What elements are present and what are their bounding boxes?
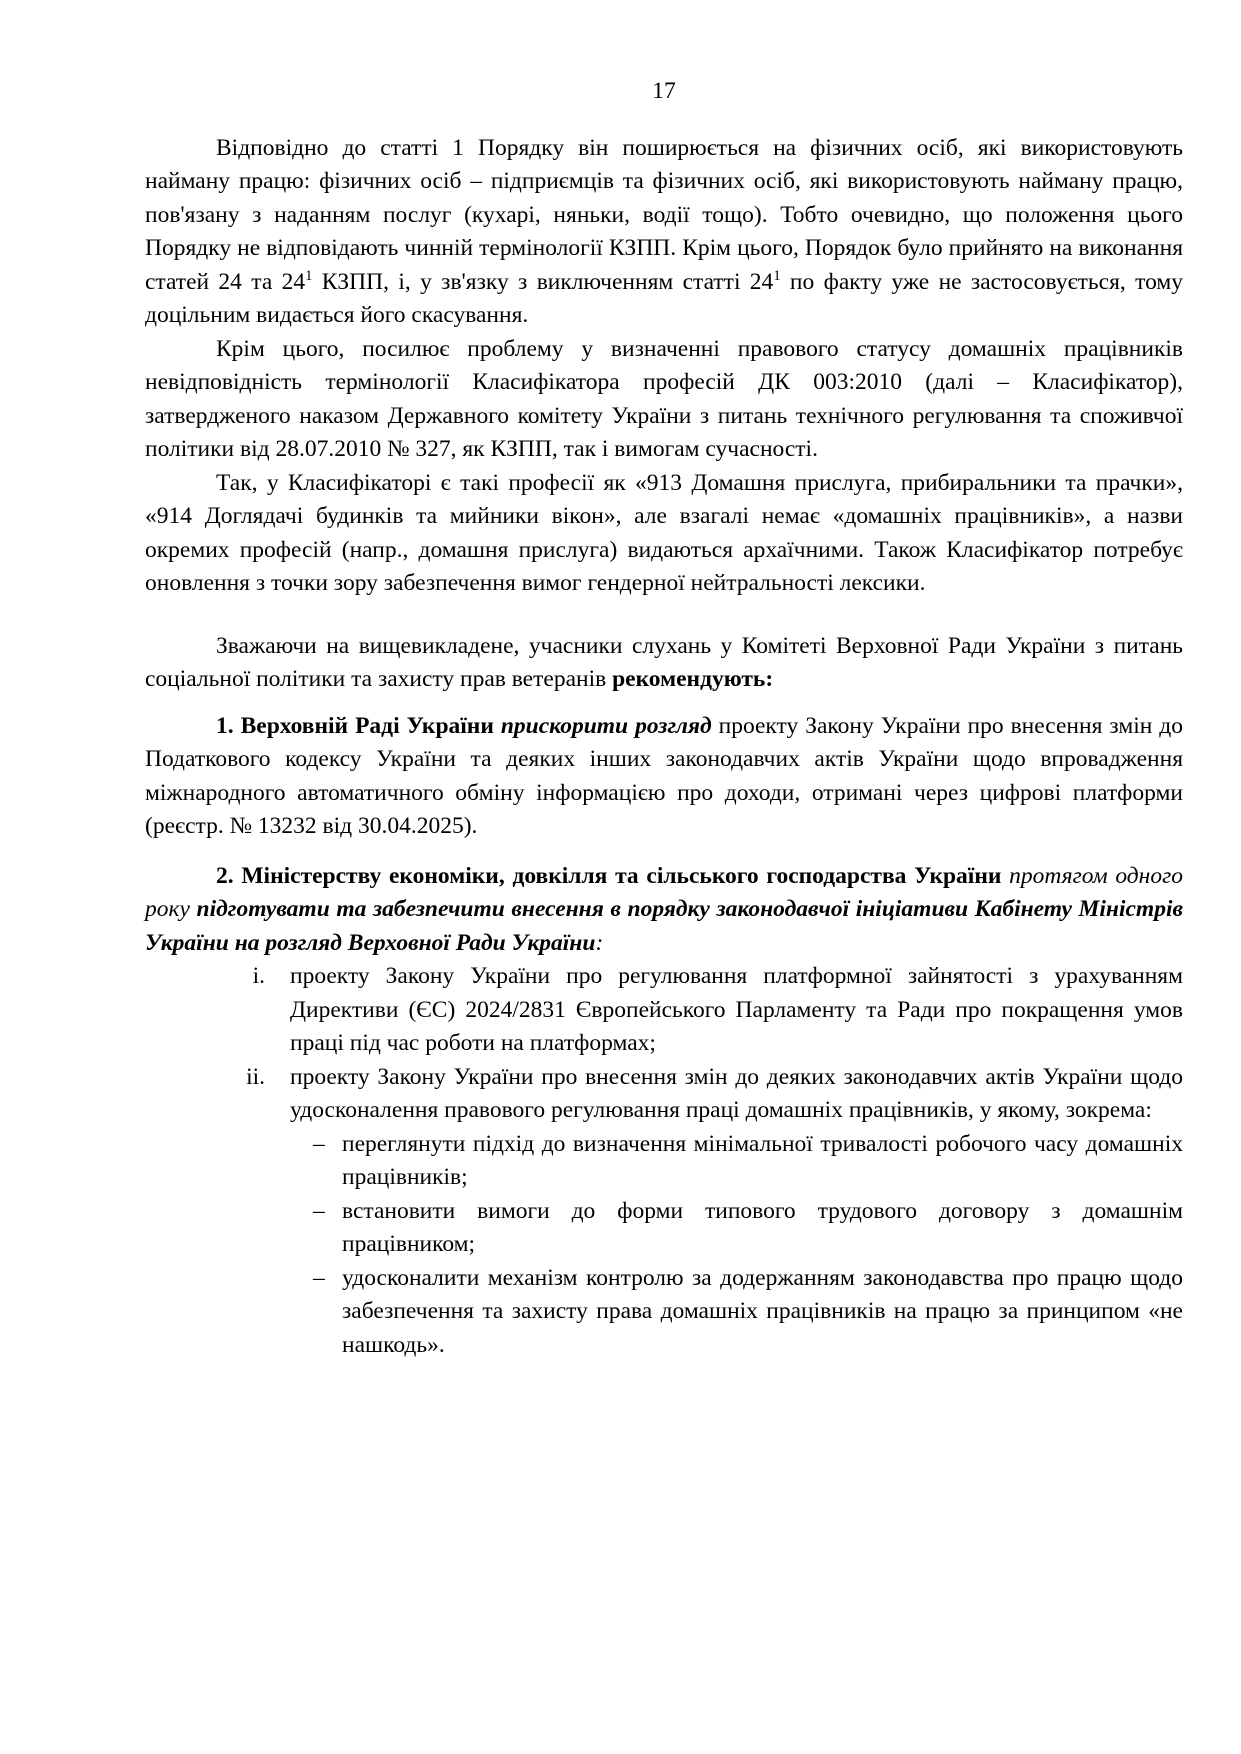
superscript: 1 xyxy=(305,267,313,284)
text-run: проекту Закону України про регулювання платформної зайнятості з урахуванням Директиви (ЄС) 2024/2831 Європейського Парламенту та Ради про покращення умов праці під час роботи на платформах; xyxy=(290,963,1183,1056)
paragraph-professions xyxy=(145,467,1183,601)
text-run-italic: протягом одного року xyxy=(145,862,1184,922)
text-run-bold-italic: прискорити розгляд xyxy=(500,712,719,739)
text-run-bold: 1. Верховній Раді України xyxy=(216,712,501,739)
text-run: удосконалити механізм контролю за додержанням законодавства про працю щодо забезпечення та захисту права домашніх працівників на працю за принципом «не нашкодь». xyxy=(342,1264,1183,1358)
text-run: по факту уже не застосовується, тому доцільним видається його скасування. xyxy=(145,268,1183,328)
list-marker: – xyxy=(313,1197,325,1224)
recommendation-item-2 xyxy=(145,860,1183,961)
text-run-bold: 2. Міністерству економіки, довкілля та сільського господарства України xyxy=(216,862,1010,889)
text-run: Крім цього, посилює проблему у визначенні правового статусу домашніх працівників невідповідність термінології Класифікатора професій ДК 003:2010 (далі – Класифікатор), затвердженого наказом Державного комітету України з питань технічного регулювання та споживчої політики від 28.07.2010 № 327, як КЗПП, так і вимогам сучасності. xyxy=(145,335,1183,462)
text-run-bold: рекомендують: xyxy=(612,666,774,692)
text-run: переглянути підхід до визначення мінімальної тривалості робочого часу домашніх працівників; xyxy=(342,1130,1183,1190)
dash-list xyxy=(145,1128,1183,1363)
dash-item-1 xyxy=(145,1128,1183,1195)
dash-item-3 xyxy=(145,1262,1183,1363)
roman-item-i xyxy=(145,960,1183,1061)
text-run: проекту Закону України про внесення змін до деяких законодавчих актів України щодо удосконалення правового регулювання праці домашніх працівників, у якому, зокрема: xyxy=(290,1063,1183,1123)
text-run: проекту Закону України про внесення змін до Податкового кодексу України та деяких інших законодавчих актів України щодо впровадження міжнародного автоматичного обміну інформацією про доходи, отримані через цифрові платформи (реєстр. № 13232 від 30.04.2025). xyxy=(145,712,1183,839)
text-run-bold-italic: підготувати та забезпечити внесення в порядку законодавчої ініціативи Кабінету Міністрів України на розгляд Верховної Ради України xyxy=(145,896,1183,956)
text-run-italic: : xyxy=(595,929,604,956)
paragraph-classifier xyxy=(145,333,1183,467)
text-run: КЗПП, і, у зв'язку з виключенням статті 24 xyxy=(312,268,774,295)
recommendation-item-1 xyxy=(145,710,1183,844)
roman-item-ii xyxy=(145,1061,1183,1128)
list-marker: ii. xyxy=(246,1063,265,1090)
text-run: встановити вимоги до форми типового трудового договору з домашнім працівником; xyxy=(342,1197,1183,1257)
page-number: 17 xyxy=(652,78,676,104)
text-run: Відповідно до статті 1 Порядку він поширюється на фізичних осіб, які використовують найману працю: фізичних осіб – підприємців та фізичних осіб, які використовують найману працю, пов'язану з наданням послуг (кухарі, няньки, водії тощо). Тобто очевидно, що положення цього Порядку не відповідають чинній термінології КЗПП. Крім цього, Порядок було прийнято на виконання статей 24 та 24 xyxy=(145,134,1183,295)
list-marker: – xyxy=(313,1264,325,1291)
text-run: Зважаючи на вищевикладене, учасники слухань у Комітеті Верховної Ради України з питань соціальної політики та захисту прав ветеранів xyxy=(145,632,1183,692)
list-marker: – xyxy=(313,1130,325,1157)
text-run: Так, у Класифікаторі є такі професії як «913 Домашня прислуга, прибиральники та прачки», «914 Доглядачі будинків та мийники вікон», але взагалі немає «домашніх працівників», а назви окремих професій (напр., домашня прислуга) видаються архаїчними. Також Класифікатор потребує оновлення з точки зору забезпечення вимог гендерної нейтральності лексики. xyxy=(145,469,1183,596)
paragraph-recommendations-lead xyxy=(145,630,1183,697)
list-marker: i. xyxy=(252,963,265,989)
dash-item-2 xyxy=(145,1195,1183,1262)
superscript: 1 xyxy=(773,267,781,284)
roman-list xyxy=(145,960,1183,1128)
paragraph-intro xyxy=(145,132,1183,333)
